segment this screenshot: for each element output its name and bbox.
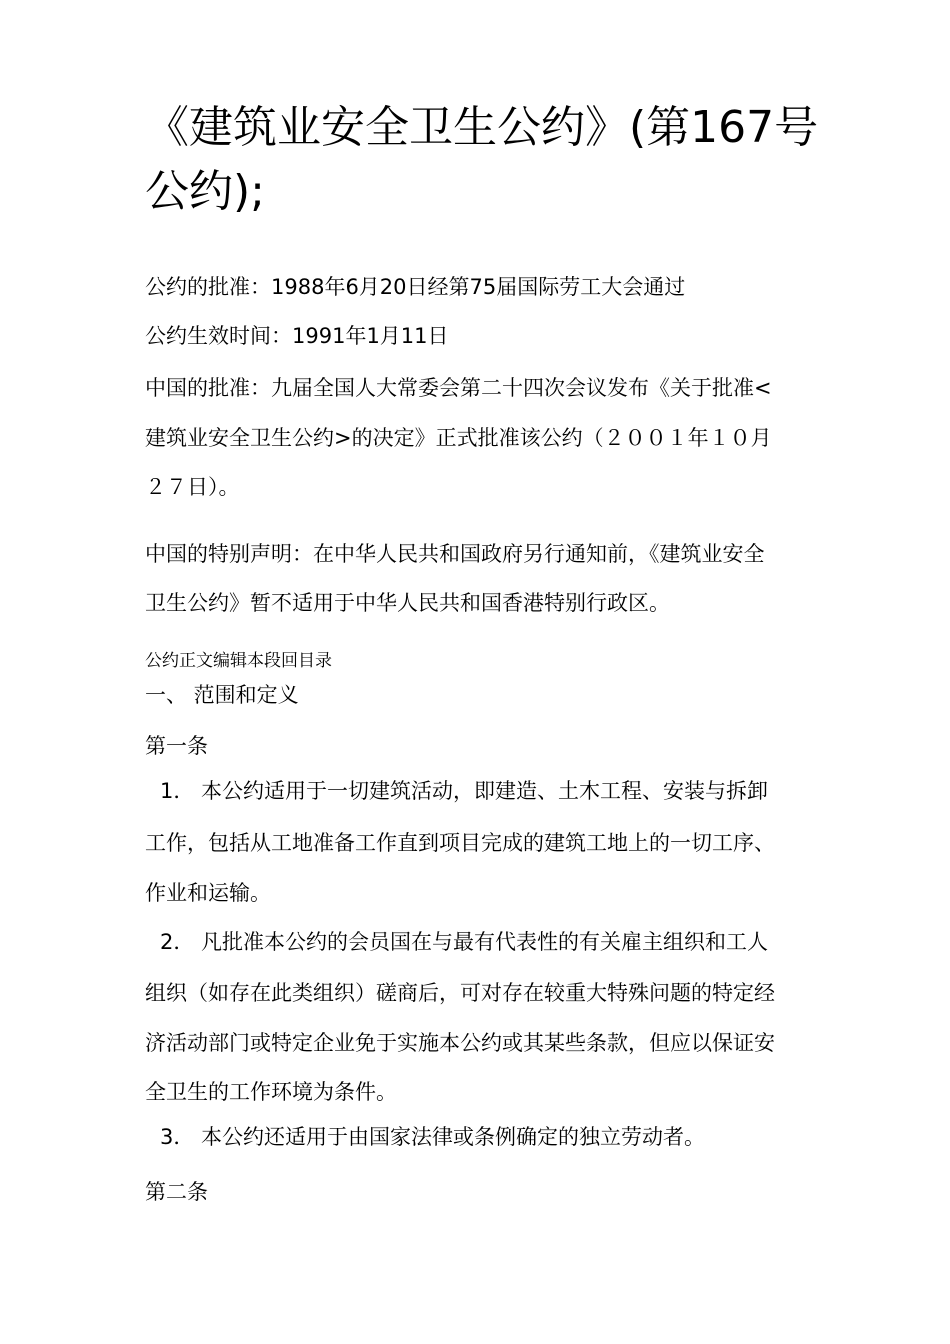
- document-title: 《建筑业安全卫生公约》(第167号公约);: [145, 102, 819, 217]
- article-two-heading: 第二条: [145, 1180, 208, 1204]
- section-nav-link: 公约正文编辑本段回目录: [145, 651, 332, 671]
- section-heading-scope: 一、 范围和定义: [145, 683, 299, 707]
- china-ratification-line-2: 建筑业安全卫生公约>的决定》正式批准该公约（２００１年１０月: [145, 426, 772, 450]
- article-one-item-2-line-3: 济活动部门或特定企业免于实施本公约或其某些条款，但应以保证安: [145, 1031, 775, 1055]
- china-ratification-line-1: 中国的批准：九届全国人大常委会第二十四次会议发布《关于批准<: [145, 376, 772, 400]
- special-declaration-line-1: 中国的特别声明：在中华人民共和国政府另行通知前，《建筑业安全: [145, 542, 765, 566]
- ratification-line: 公约的批准：1988年6月20日经第75届国际劳工大会通过: [145, 275, 686, 299]
- article-one-item-1-line-2: 工作，包括从工地准备工作直到项目完成的建筑工地上的一切工序、: [145, 831, 775, 855]
- article-one-item-3: 3． 本公约还适用于由国家法律或条例确定的独立劳动者。: [160, 1125, 706, 1149]
- article-one-item-1-line-1: 1． 本公约适用于一切建筑活动，即建造、土木工程、安装与拆卸: [160, 779, 769, 803]
- effective-date-line: 公约生效时间：1991年1月11日: [145, 324, 449, 348]
- article-one-item-2-line-2: 组织（如存在此类组织）磋商后，可对存在较重大特殊问题的特定经: [145, 981, 775, 1005]
- article-one-heading: 第一条: [145, 734, 208, 758]
- article-one-item-1-line-3: 作业和运输。: [145, 881, 271, 905]
- article-one-item-2-line-4: 全卫生的工作环境为条件。: [145, 1080, 397, 1104]
- china-ratification-line-3: ２７日）。: [145, 475, 240, 499]
- article-one-item-2-line-1: 2． 凡批准本公约的会员国在与最有代表性的有关雇主组织和工人: [160, 930, 769, 954]
- special-declaration-line-2: 卫生公约》暂不适用于中华人民共和国香港特别行政区。: [145, 591, 670, 615]
